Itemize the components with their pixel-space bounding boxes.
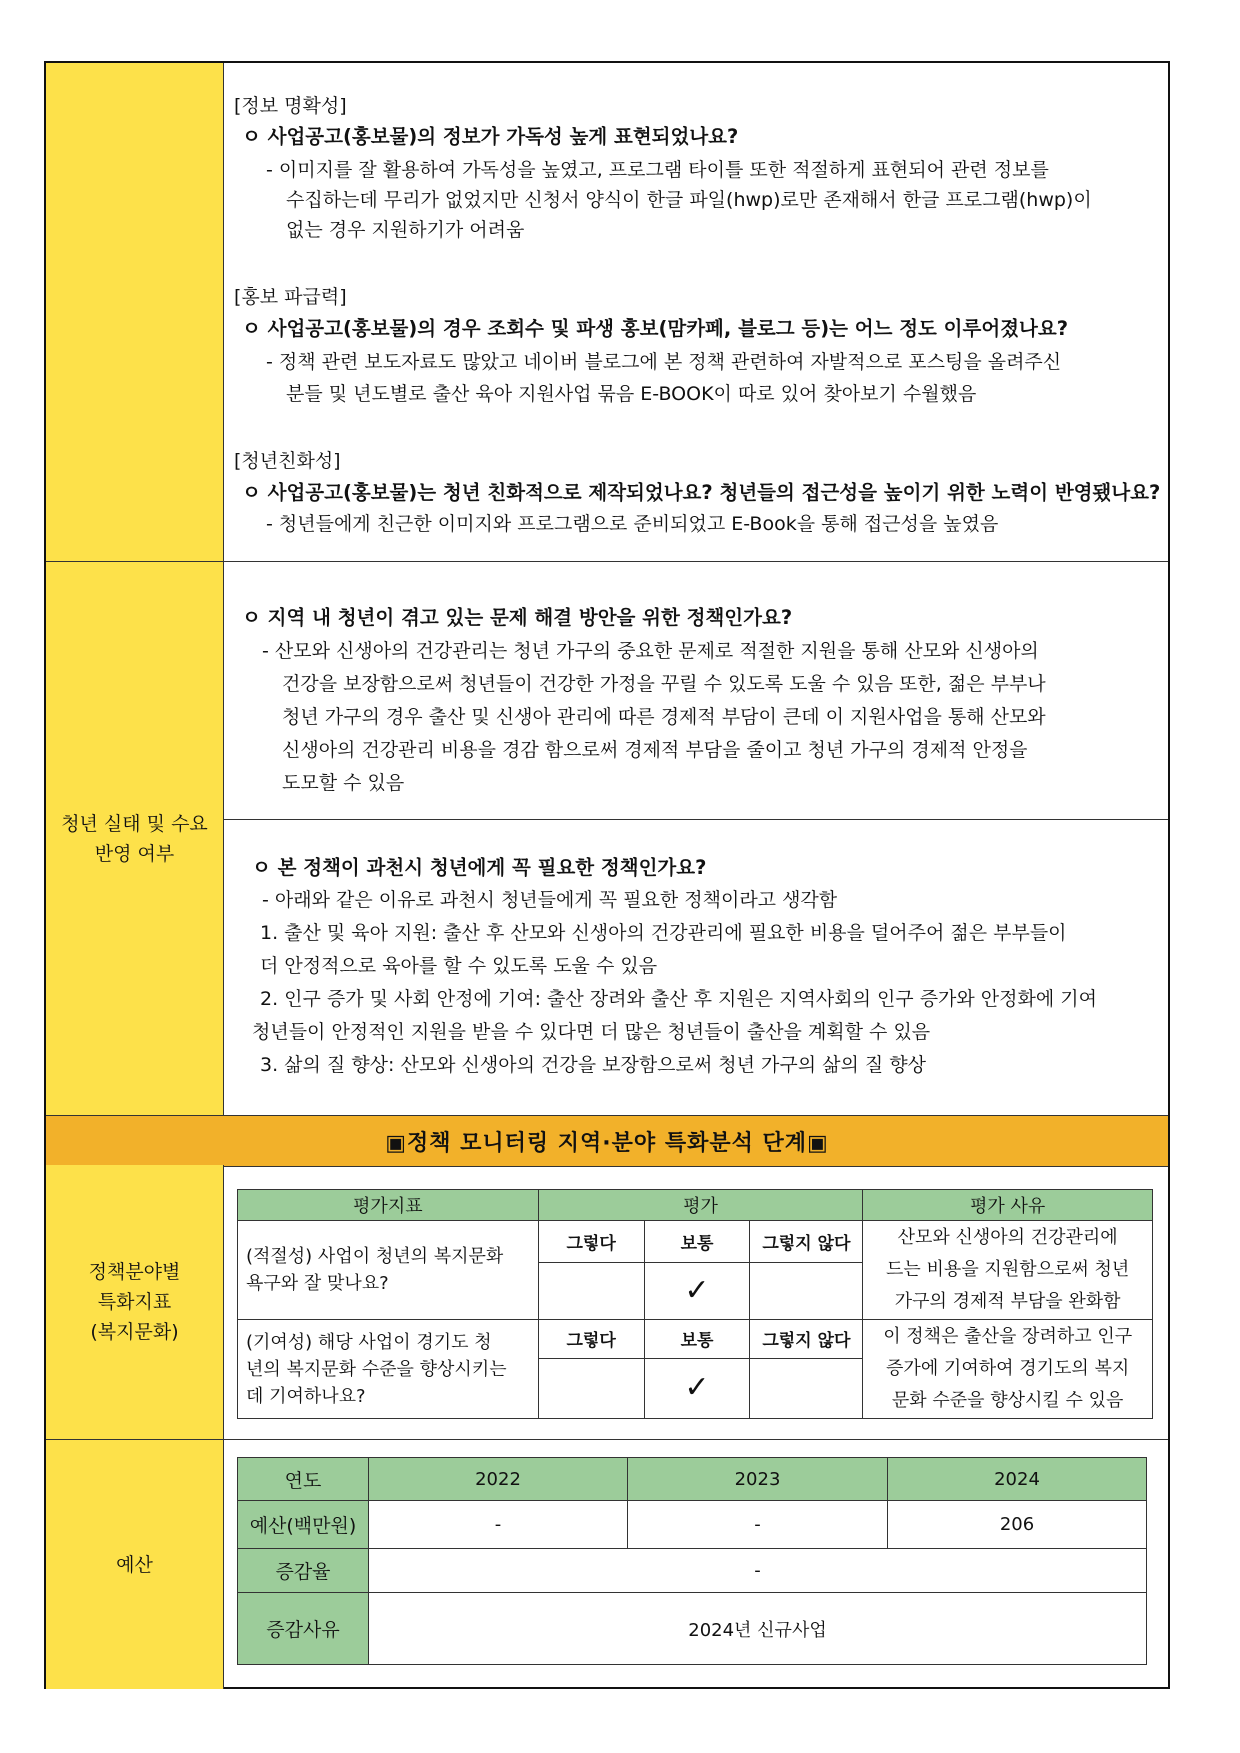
rating-reason-line: 가구의 경제적 부담을 완화함 bbox=[894, 1291, 1121, 1312]
indicator-question-line: 년의 복지문화 수준을 향상시키는 bbox=[246, 1358, 507, 1380]
budget-value: 206 bbox=[888, 1501, 1147, 1549]
rate-value: - bbox=[369, 1549, 1147, 1593]
reach-answer-line: - 정책 관련 보도자료도 많았고 네이버 블로그에 본 정책 관련하여 자발적으로 포스팅을 올려주신 bbox=[266, 351, 1062, 373]
indicator-header: 평가지표 bbox=[238, 1190, 539, 1221]
reason-header: 평가 사유 bbox=[863, 1190, 1153, 1221]
clarity-answer-line: 수집하는데 무리가 없었지만 신청서 양식이 한글 파일(hwp)로만 존재해서 한글 프로그램(hwp)이 bbox=[286, 189, 1092, 211]
rating-reason bbox=[863, 1221, 1153, 1320]
reflection-label-line: 반영 여부 bbox=[94, 842, 175, 865]
option-label: 그렇다 bbox=[538, 1320, 644, 1359]
promotion-label-cell bbox=[46, 63, 224, 561]
indicator-label bbox=[46, 1165, 224, 1439]
year-header: 연도 bbox=[238, 1458, 369, 1501]
indicator-label-line: 정책분야별 bbox=[88, 1261, 181, 1283]
indicator-question-line: 욕구와 잘 맞나요? bbox=[246, 1273, 389, 1294]
indicator-content bbox=[224, 1165, 1168, 1439]
rating-reason-line: 드는 비용을 지원함으로써 청년 bbox=[886, 1259, 1130, 1280]
rating-reason-line: 문화 수준을 향상시킬 수 있음 bbox=[891, 1390, 1124, 1411]
reflection-label bbox=[46, 562, 224, 1115]
clarity-question: ㅇ 사업공고(홍보물)의 정보가 가독성 높게 표현되었나요? bbox=[242, 125, 739, 148]
reflection-answer-line: 2. 인구 증가 및 사회 안정에 기여: 출산 장려와 출산 후 지원은 지역사회의 인구 증가와 안정화에 기여 bbox=[260, 988, 1097, 1010]
indicator-question-line: 데 기여하나요? bbox=[246, 1385, 366, 1407]
reflection-question-2: ㅇ 본 정책이 과천시 청년에게 꼭 필요한 정책인가요? bbox=[252, 856, 707, 879]
reflection-question-1: ㅇ 지역 내 청년이 겪고 있는 문제 해결 방안을 위한 정책인가요? bbox=[242, 606, 793, 629]
friendliness-question: ㅇ 사업공고(홍보물)는 청년 친화적으로 제작되었나요? 청년들의 접근성을 높이기 위한 노력이 반영됐나요? bbox=[242, 481, 1161, 504]
check-mark-icon: ✓ bbox=[684, 1370, 710, 1406]
stage-banner-title: ▣정책 모니터링 지역·분야 특화분석 단계▣ bbox=[385, 1130, 829, 1156]
budget-row bbox=[46, 1440, 1168, 1689]
rating-cell-no bbox=[750, 1262, 863, 1319]
rating-cell-no bbox=[750, 1358, 863, 1418]
reflection-row bbox=[46, 562, 1168, 1115]
change-reason-label: 증감사유 bbox=[238, 1593, 369, 1665]
year-2023: 2023 bbox=[628, 1458, 888, 1501]
reflection-answer-line: 도모할 수 있음 bbox=[282, 772, 405, 794]
reflection-answer-line: 신생아의 건강관리 비용을 경감 함으로써 경제적 부담을 줄이고 청년 가구의 경제적 안정을 bbox=[282, 739, 1028, 761]
rating-header: 평가 bbox=[538, 1190, 863, 1221]
rate-label: 증감율 bbox=[238, 1549, 369, 1593]
option-label: 보통 bbox=[644, 1221, 750, 1263]
option-label: 보통 bbox=[644, 1320, 750, 1359]
rating-cell-yes bbox=[538, 1358, 644, 1418]
reflection-label-line: 청년 실태 및 수요 bbox=[61, 812, 208, 835]
indicator-label-line: 특화지표 bbox=[97, 1291, 172, 1313]
change-reason-value: 2024년 신규사업 bbox=[369, 1593, 1147, 1665]
reflection-content bbox=[224, 562, 1168, 1115]
budget-table bbox=[237, 1457, 1147, 1665]
reach-answer-line: 분들 및 년도별로 출산 육아 지원사업 묶음 E-BOOK이 따로 있어 찾아보기 수월했음 bbox=[286, 383, 977, 405]
indicator-table bbox=[237, 1189, 1153, 1419]
indicator-question-line: (적절성) 사업이 청년의 복지문화 bbox=[246, 1246, 504, 1267]
budget-amount-label: 예산(백만원) bbox=[238, 1501, 369, 1549]
reach-question: ㅇ 사업공고(홍보물)의 경우 조회수 및 파생 홍보(맘카페, 블로그 등)는 어느 정도 이루어졌나요? bbox=[242, 317, 1069, 340]
stage-banner bbox=[46, 1115, 1168, 1167]
reflection-answer-line: 1. 출산 및 육아 지원: 출산 후 산모와 신생아의 건강관리에 필요한 비용을 덜어주어 젊은 부부들이 bbox=[260, 922, 1067, 944]
clarity-heading: [정보 명확성] bbox=[234, 95, 347, 117]
option-label: 그렇다 bbox=[538, 1221, 644, 1263]
budget-value: - bbox=[628, 1501, 888, 1549]
rating-reason bbox=[863, 1320, 1153, 1419]
budget-label-text: 예산 bbox=[116, 1553, 153, 1576]
rating-cell-neutral bbox=[644, 1358, 750, 1418]
indicator-label-line: (복지문화) bbox=[90, 1321, 179, 1343]
rating-reason-line: 증가에 기여하여 경기도의 복지 bbox=[886, 1358, 1130, 1379]
promotion-row bbox=[46, 63, 1168, 562]
option-label: 그렇지 않다 bbox=[750, 1221, 863, 1263]
rating-cell-yes bbox=[538, 1262, 644, 1319]
friendliness-answer-line: - 청년들에게 친근한 이미지와 프로그램으로 준비되었고 E-Book을 통해 접근성을 높였음 bbox=[266, 513, 999, 535]
reflection-answer-line: 청년 가구의 경우 출산 및 신생아 관리에 따른 경제적 부담이 큰데 이 지원사업을 통해 산모와 bbox=[282, 706, 1046, 728]
budget-label bbox=[46, 1440, 224, 1689]
reflection-divider bbox=[224, 819, 1168, 820]
policy-evaluation-form bbox=[44, 61, 1170, 1689]
reflection-answer-line: - 산모와 신생아의 건강관리는 청년 가구의 중요한 문제로 적절한 지원을 통해 산모와 신생아의 bbox=[262, 640, 1039, 662]
check-mark-icon: ✓ bbox=[684, 1272, 710, 1308]
reflection-answer-line: 더 안정적으로 육아를 할 수 있도록 도울 수 있음 bbox=[260, 955, 658, 977]
budget-content bbox=[224, 1440, 1168, 1689]
promotion-content bbox=[224, 63, 1168, 561]
indicator-question bbox=[238, 1221, 539, 1320]
reflection-answer-line: 건강을 보장함으로써 청년들이 건강한 가정을 꾸릴 수 있도록 도울 수 있음 또한, 젊은 부부나 bbox=[282, 673, 1046, 695]
indicator-row bbox=[46, 1165, 1168, 1440]
clarity-answer-line: - 이미지를 잘 활용하여 가독성을 높였고, 프로그램 타이틀 또한 적절하게 표현되어 관련 정보를 bbox=[266, 159, 1049, 181]
clarity-answer-line: 없는 경우 지원하기가 어려움 bbox=[286, 219, 525, 241]
reflection-answer-line: - 아래와 같은 이유로 과천시 청년들에게 꼭 필요한 정책이라고 생각함 bbox=[262, 889, 838, 911]
indicator-question-line: (기여성) 해당 사업이 경기도 청 bbox=[246, 1331, 492, 1353]
friendliness-heading: [청년친화성] bbox=[234, 450, 341, 472]
reflection-answer-line: 청년들이 안정적인 지원을 받을 수 있다면 더 많은 청년들이 출산을 계획할 수 있음 bbox=[252, 1021, 931, 1043]
rating-cell-neutral bbox=[644, 1262, 750, 1319]
rating-reason-line: 이 정책은 출산을 장려하고 인구 bbox=[883, 1326, 1133, 1347]
indicator-question bbox=[238, 1320, 539, 1419]
reflection-answer-line: 3. 삶의 질 향상: 산모와 신생아의 건강을 보장함으로써 청년 가구의 삶의 질 향상 bbox=[260, 1054, 926, 1076]
option-label: 그렇지 않다 bbox=[750, 1320, 863, 1359]
budget-value: - bbox=[369, 1501, 628, 1549]
year-2022: 2022 bbox=[369, 1458, 628, 1501]
rating-reason-line: 산모와 신생아의 건강관리에 bbox=[897, 1227, 1118, 1248]
reach-heading: [홍보 파급력] bbox=[234, 286, 347, 308]
year-2024: 2024 bbox=[888, 1458, 1147, 1501]
